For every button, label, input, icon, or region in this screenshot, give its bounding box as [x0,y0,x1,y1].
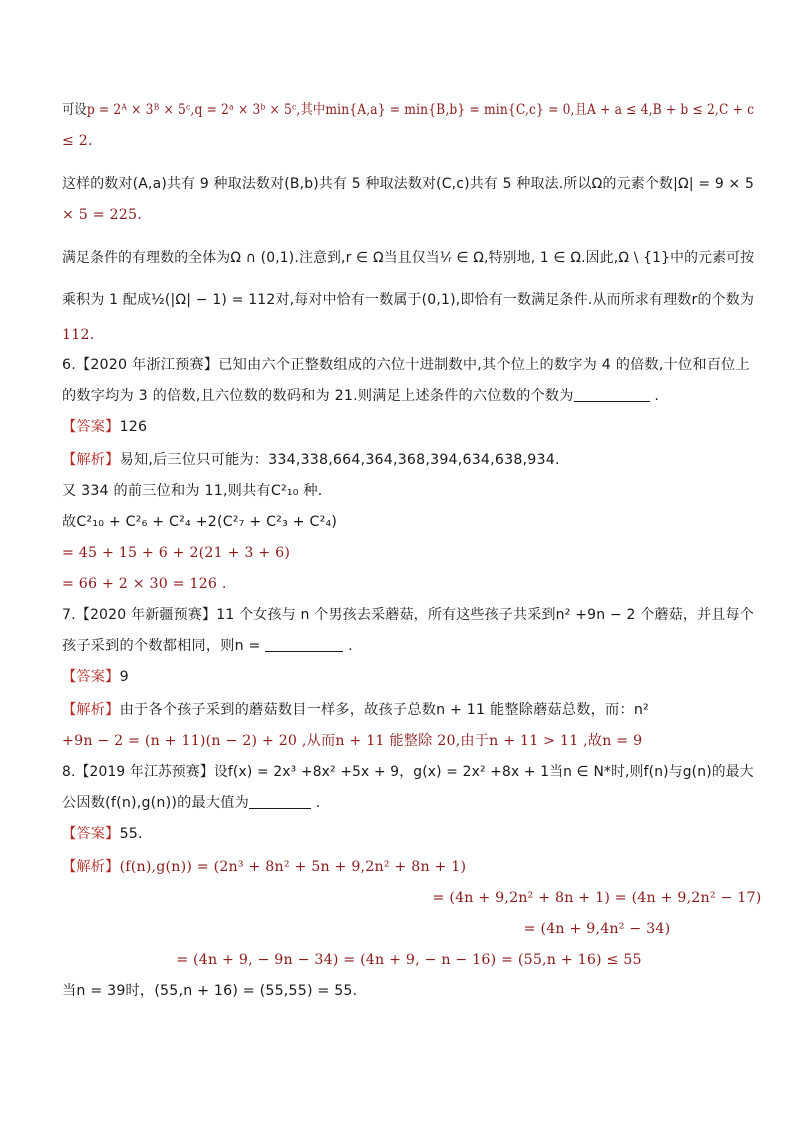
section-label: 【解析】 [62,859,120,875]
text-line-l1 [62,100,754,120]
text-line-l6 [62,290,754,310]
section-label: 【答案】 [62,419,120,435]
line-text: 满足条件的有理数的全体为Ω ∩ (0,1).注意到,r ∈ Ω当且仅当¹⁄ᵣ ∈ Ω,特别地, 1 ∈ Ω.因此,Ω \ {1}中的元素可按 [62,250,755,266]
math-expression: ≤ 2. [62,133,93,149]
section-label: 【解析】 [62,452,120,468]
text-line-l28 [62,981,357,1001]
text-line-l21 [62,762,754,782]
text-line-l3 [62,174,754,194]
line-tail: . [649,388,660,404]
text-line-l14 [62,543,290,563]
line-text: 当n = 39时，(55,n + 16) = (55,55) = 55. [62,983,358,999]
text-line-l19 [62,700,649,720]
answer-blank [249,794,311,809]
text-line-l18 [62,667,129,687]
text-line-l13 [62,512,337,532]
line-text: 6.【2020 年浙江预赛】已知由六个正整数组成的六位十进制数中,其个位上的数字为 4 的倍数,十位和百位上 [62,357,750,373]
line-text: 又 334 的前三位和为 11,则共有C²₁₀ 种. [62,483,323,499]
text-line-l5 [62,248,754,268]
text-line-l25 [0,888,794,908]
line-text: 故C²₁₀ + C²₆ + C²₄ +2(C²₇ + C²₃ + C²₄) [62,514,338,530]
text-line-l26 [0,919,794,939]
line-text: 乘积为 1 配成½(|Ω| − 1) = 112对,每对中恰有一数属于(0,1),即恰有一数满足条件.从而所求有理数r的个数为 [62,292,755,308]
math-expression: p = 2ᴬ × 3ᴮ × 5ᶜ,q = 2ᵃ × 3ᵇ × 5ᶜ,其中min{A,a} = min{B,b} = min{C,c} = 0,且A + a ≤ 4,B + b ≤ 2,C + c [86,102,755,118]
math-expression: 112. [62,327,95,343]
line-text: 这样的数对(A,a)共有 9 种取法数对(B,b)共有 5 种取法数对(C,c)共有 5 种取法.所以Ω的元素个数|Ω| = 9 × 5 [62,176,755,192]
line-text: 孩子采到的个数都相同，则n = [62,638,266,654]
text-line-l22 [62,793,320,813]
math-expression: × 5 = 225. [62,207,142,223]
section-label: 【解析】 [62,702,120,718]
line-text: 的数字均为 3 的倍数,且六位数的数码和为 21.则满足上述条件的六位数的个数为 [62,388,574,404]
text-line-l9 [62,386,659,406]
line-text: 9 [119,669,129,685]
math-expression: (f(n),g(n)) = (2n³ + 8n² + 5n + 9,2n² + 8n + 1) [119,859,467,875]
text-line-l23 [62,824,143,844]
text-line-l12 [62,481,322,501]
line-tail: . [311,795,321,811]
math-expression: +9n − 2 = (n + 11)(n − 2) + 20 ,从而n + 11 能整除 20,由于n + 11 > 11 ,故n = 9 [62,733,643,749]
answer-blank [265,637,343,652]
text-line-l4 [62,205,142,225]
text-line-l24 [62,857,466,877]
line-text: 8.【2019 年江苏预赛】设f(x) = 2x³ +8x² +5x + 9，g(x) = 2x² +8x + 1当n ∈ N*时,则f(n)与g(n)的最大 [62,764,754,780]
line-text: 由于各个孩子采到的蘑菇数目一样多，故孩子总数n + 11 能整除蘑菇总数，而：n² [119,702,649,718]
line-text: 126 [119,419,148,435]
text-line-l16 [62,605,754,625]
math-expression: = 66 + 2 × 30 = 126 . [62,576,227,592]
text-line-l17 [62,636,353,656]
math-expression: = (4n + 9,2n² + 8n + 1) = (4n + 9,2n² − 17) [432,890,762,906]
answer-blank [574,387,650,402]
text-line-l11 [62,450,560,470]
text-line-l2 [62,131,93,151]
text-line-l20 [62,731,642,751]
line-text: 可设 [62,102,87,118]
text-line-l8 [62,355,750,375]
line-text: 易知,后三位只可能为：334,338,664,364,368,394,634,638,934. [119,452,560,468]
text-line-l27 [0,950,794,970]
line-text: 55. [119,826,143,842]
section-label: 【答案】 [62,826,120,842]
math-expression: = (4n + 9,4n² − 34) [523,921,671,937]
text-line-l15 [62,574,227,594]
math-expression: = (4n + 9, − 9n − 34) = (4n + 9, − n − 16) = (55,n + 16) ≤ 55 [176,952,642,968]
line-text: 公因数(f(n),g(n))的最大值为 [62,795,250,811]
line-text: 7.【2020 年新疆预赛】11 个女孩与 n 个男孩去采蘑菇，所有这些孩子共采到n² +9n − 2 个蘑菇，并且每个 [62,607,754,623]
section-label: 【答案】 [62,669,120,685]
text-line-l7 [62,325,94,345]
text-line-l10 [62,417,147,437]
line-tail: . [343,638,353,654]
math-expression: = 45 + 15 + 6 + 2(21 + 3 + 6) [62,545,291,561]
